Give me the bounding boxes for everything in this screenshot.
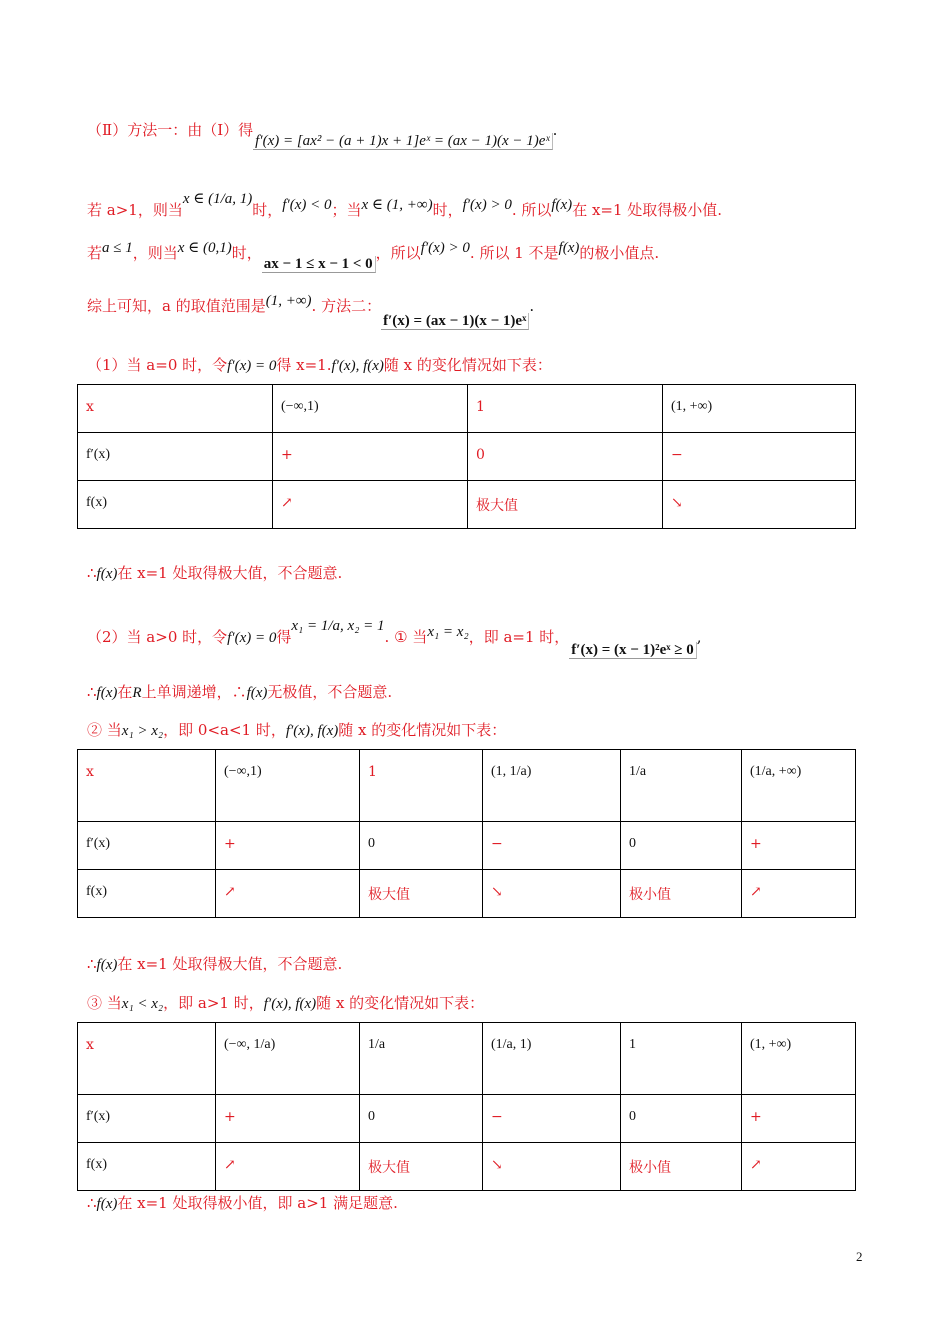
conclusion-a-eq-0: ∴f(x)在 x=1 处取得极大值，不合题意. — [87, 564, 343, 582]
table-row: f(x) ↗ 极大值 ↘ 极小值 ↗ — [78, 1143, 856, 1191]
case-a-eq-0-line: （1）当 a=0 时，令f′(x) = 0得 x=1.f′(x), f(x)随 x 的变化情况如下表： — [87, 356, 552, 374]
case-x1-lt-x2-line: ③ 当x₁ < x₂，即 a>1 时，f′(x), f(x)随 x 的变化情况如下表： — [87, 994, 485, 1012]
table-row: f′(x) + 0 − — [78, 433, 856, 481]
table-row: f(x) ↗ 极大值 ↘ — [78, 481, 856, 529]
case-a-gt-1-line: 若 a>1，则当x ∈ (1/a, 1)时，f′(x) < 0；当x ∈ (1, +∞)时，f′(x) > 0. 所以f(x)在 x=1 处取得极小值. — [87, 191, 723, 219]
method-one-line: （Ⅱ）方法一：由（Ⅰ）得f′(x) = [ax² − (a + 1)x + 1]eˣ = (ax − 1)(x − 1)eˣ. — [87, 121, 558, 149]
table-row: f′(x) + 0 − 0 + — [78, 822, 856, 870]
table-0-lt-a-lt-1 — [77, 749, 856, 918]
table-row: x (−∞, 1/a) 1/a (1/a, 1) 1 (1, +∞) — [78, 1023, 856, 1095]
table-a-gt-1 — [77, 1022, 856, 1191]
interval-1-over-a-to-1: x ∈ (1/a, 1) — [182, 191, 253, 207]
page-number: 2 — [856, 1249, 863, 1264]
case-a-gt-0-line: （2）当 a>0 时，令f′(x) = 0得x₁ = 1/a, x₂ = 1. ① 当x₁ = x₂，即 a=1 时，f′(x) = (x − 1)²eˣ ≥ 0, — [87, 618, 702, 658]
case-x1-gt-x2-line: ② 当x₁ > x₂，即 0<a<1 时，f′(x), f(x)随 x 的变化情况如下表： — [87, 721, 507, 739]
table-row: x (−∞,1) 1 (1, +∞) — [78, 385, 856, 433]
conclusion-0-lt-a-lt-1: ∴f(x)在 x=1 处取得极大值，不合题意. — [87, 955, 343, 973]
table-row: f′(x) + 0 − 0 + — [78, 1095, 856, 1143]
case-a-le-1-line: 若a ≤ 1，则当x ∈ (0,1)时，ax − 1 ≤ x − 1 < 0，所以f′(x) > 0. 所以 1 不是f(x)的极小值点. — [87, 240, 660, 272]
table-row: f(x) ↗ 极大值 ↘ 极小值 ↗ — [78, 870, 856, 918]
table-row: x (−∞,1) 1 (1, 1/a) 1/a (1/a, +∞) — [78, 750, 856, 822]
monotonic-line: ∴f(x)在R上单调递增，∴f(x)无极值，不合题意. — [87, 683, 393, 701]
conclusion-method-two-line: 综上可知，a 的取值范围是(1, +∞). 方法二：f′(x) = (ax − 1)(x − 1)eˣ. — [87, 293, 535, 329]
derivative-formula: f′(x) = [ax² − (a + 1)x + 1]eˣ = (ax − 1)(x − 1)eˣ — [253, 133, 553, 150]
table-a-eq-0 — [77, 384, 856, 529]
conclusion-a-gt-1: ∴f(x)在 x=1 处取得极小值，即 a>1 满足题意. — [87, 1194, 398, 1212]
